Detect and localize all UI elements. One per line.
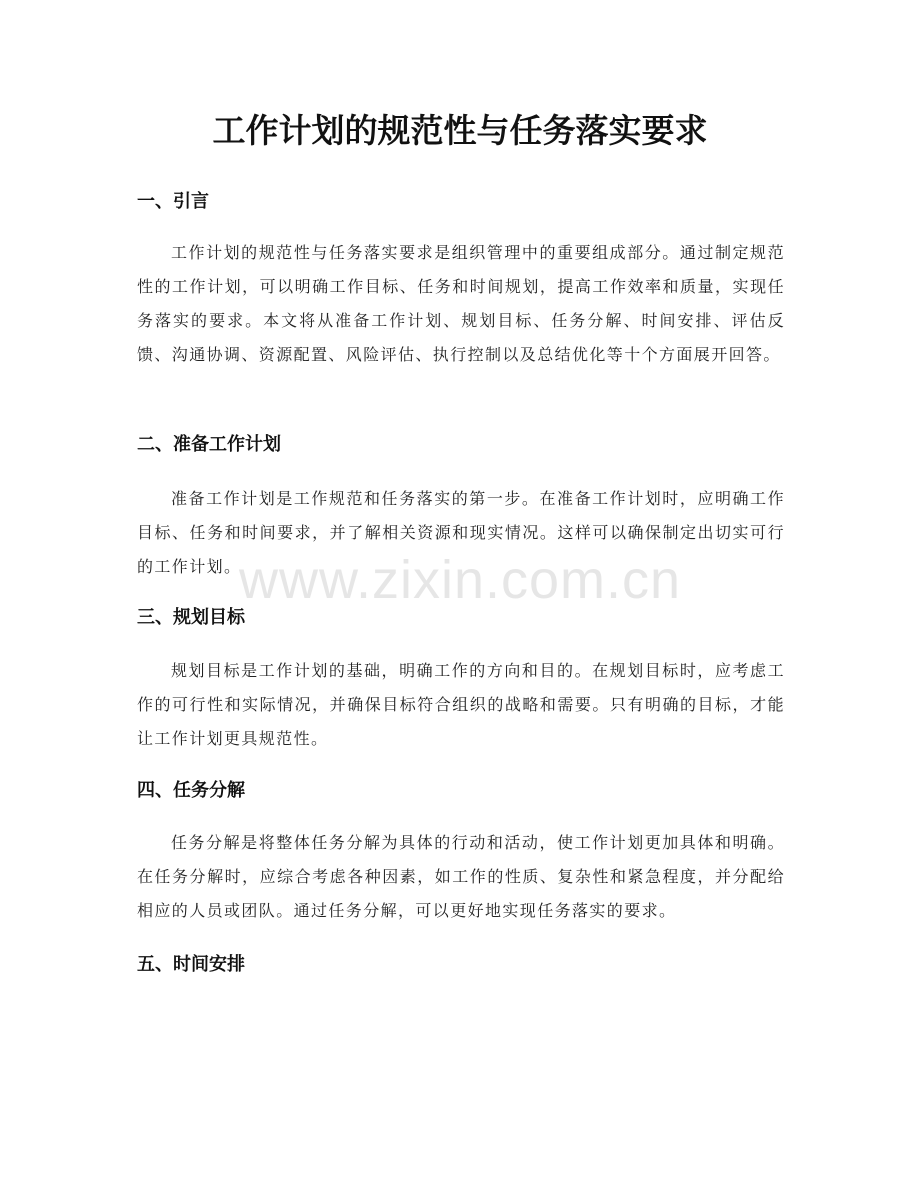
section-heading-introduction: 一、引言: [137, 191, 209, 212]
document-title: 工作计划的规范性与任务落实要求: [212, 111, 708, 150]
section-heading-task-breakdown: 四、任务分解: [137, 780, 245, 801]
watermark-text: www.zixin.com.cn: [238, 550, 682, 610]
section-heading-time-schedule: 五、时间安排: [137, 954, 245, 975]
section-heading-prepare-plan: 二、准备工作计划: [137, 434, 281, 455]
section-paragraph-introduction: 工作计划的规范性与任务落实要求是组织管理中的重要组成部分。通过制定规范性的工作计划，可以明确工作目标、任务和时间规划，提高工作效率和质量，实现任务落实的要求。本文将从准备工作计划、规划目标、任务分解、时间安排、评估反馈、沟通协调、资源配置、风险评估、执行控制以及总结优化等十个方面展开回答。: [137, 243, 785, 364]
section-paragraph-task-breakdown: 任务分解是将整体任务分解为具体的行动和活动，使工作计划更加具体和明确。在任务分解时，应综合考虑各种因素，如工作的性质、复杂性和紧急程度，并分配给相应的人员或团队。通过任务分解，可以更好地实现任务落实的要求。: [137, 833, 785, 920]
section-heading-plan-goals: 三、规划目标: [137, 607, 245, 628]
section-paragraph-plan-goals: 规划目标是工作计划的基础，明确工作的方向和目的。在规划目标时，应考虑工作的可行性和实际情况，并确保目标符合组织的战略和需要。只有明确的目标，才能让工作计划更具规范性。: [137, 661, 785, 748]
section-paragraph-prepare-plan: 准备工作计划是工作规范和任务落实的第一步。在准备工作计划时，应明确工作目标、任务和时间要求，并了解相关资源和现实情况。这样可以确保制定出切实可行的工作计划。: [137, 489, 785, 576]
